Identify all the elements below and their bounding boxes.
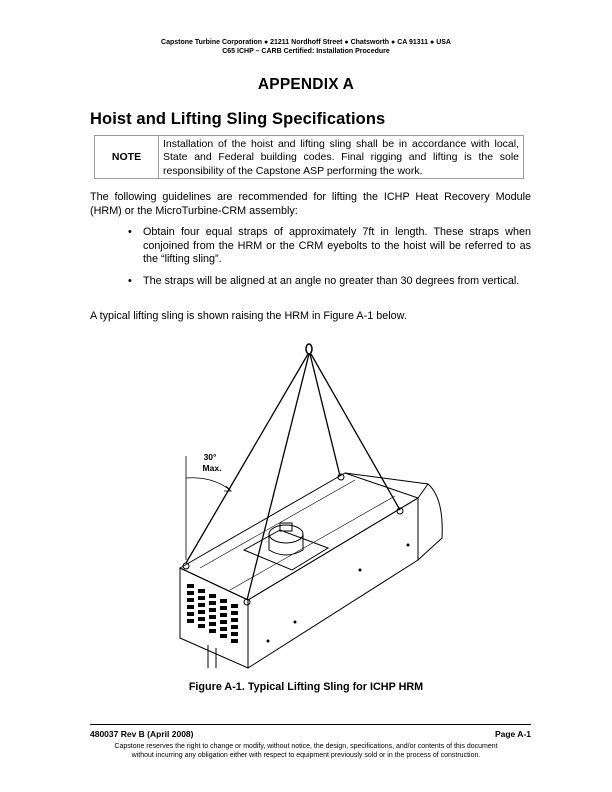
section-title: Hoist and Lifting Sling Specifications: [90, 110, 386, 128]
footer-divider: [90, 724, 531, 725]
note-box: [94, 135, 524, 179]
lifting-sling-figure: [160, 338, 460, 673]
bullet-dot: •: [128, 226, 132, 238]
page-number: Page A-1: [494, 729, 531, 739]
sling-strap: [247, 354, 309, 600]
hrm-side-face: [248, 498, 418, 668]
exhaust-pipe-top: [269, 525, 303, 543]
intro-paragraph: The following guidelines are recommended for lifting the ICHP Heat Recovery Module (HRM) or the MicroTurbine-CRM assembly:: [90, 191, 531, 217]
sling-strap: [310, 354, 340, 476]
disclaimer-line-1: Capstone reserves the right to change or modify, without notice, the design, specifications, and/or contents of this document: [114, 743, 498, 750]
appendix-title: APPENDIX A: [257, 76, 355, 93]
bullet-item-straps: Obtain four equal straps of approximately 7ft in length. These straps when conjoined from the HRM or the CRM eyebolts to the hoist will be referred to as the “lifting sling”.: [143, 226, 531, 266]
note-text: Installation of the hoist and lifting sling shall be in accordance with local, State and Federal building codes. Final rigging and lifting is the sole responsibility of the Capstone ASP performing the work.: [163, 138, 519, 177]
bullet-dot: •: [128, 275, 132, 287]
angle-arc: [186, 478, 230, 490]
sling-strap: [311, 354, 400, 510]
hoist-ring: [306, 344, 312, 354]
note-label: NOTE: [95, 136, 159, 178]
bullet-item-angle: The straps will be aligned at an angle no greater than 30 degrees from vertical.: [143, 275, 520, 287]
disclaimer-line-2: without incurring any obligation either with respect to equipment previously sold or in the process of construction.: [131, 752, 481, 759]
document-revision: 480037 Rev B (April 2008): [90, 729, 194, 739]
header-line-2: C65 ICHP – CARB Certified: Installation Procedure: [222, 48, 390, 55]
figure-caption: Figure A-1. Typical Lifting Sling for ICHP HRM: [188, 681, 424, 693]
header-line-1: Capstone Turbine Corporation ● 21211 Nordhoff Street ● Chatsworth ● CA 91311 ● USA: [161, 39, 451, 46]
max-label: Max.: [202, 463, 222, 473]
hrm-top-face: [180, 473, 418, 600]
angle-label: 30°: [203, 452, 217, 462]
typical-sling-paragraph: A typical lifting sling is shown raising the HRM in Figure A-1 below.: [90, 310, 407, 322]
